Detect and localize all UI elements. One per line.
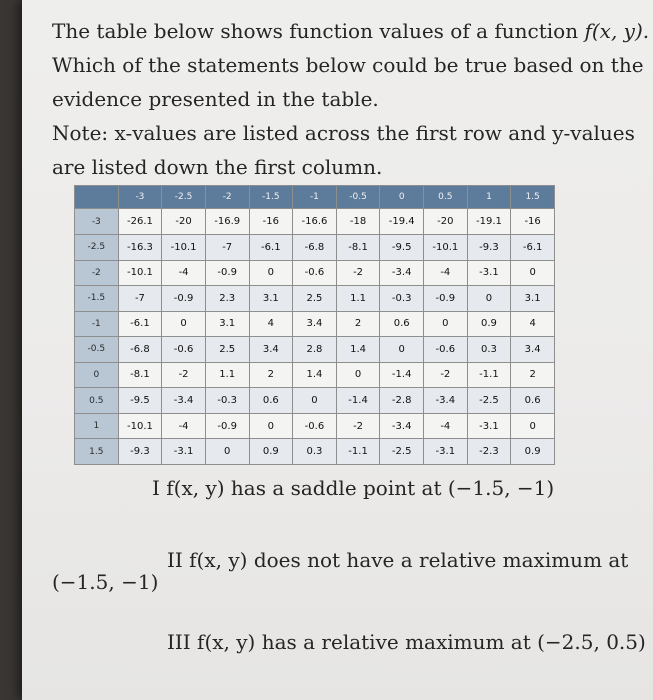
y-header-cell: 0	[75, 362, 119, 388]
table-cell: 3.4	[511, 337, 555, 363]
table-cell: 2	[511, 362, 555, 388]
table-cell: -10.1	[118, 413, 162, 439]
y-header-cell: 0.5	[75, 388, 119, 414]
question-line-4: Note: x-values are listed across the first row and y-values	[52, 121, 635, 145]
question-line-1-text: The table below shows function values of a function	[52, 19, 585, 43]
table-cell: 2	[249, 362, 293, 388]
table-cell: -6.8	[293, 234, 337, 260]
y-header-cell: -3	[75, 209, 119, 235]
question-line-1	[52, 14, 650, 48]
table-cell: 3.1	[511, 286, 555, 312]
table-cell: -18	[336, 209, 380, 235]
table-cell: 3.1	[205, 311, 249, 337]
question-text	[52, 14, 650, 184]
table-cell: -16.3	[118, 234, 162, 260]
table-cell: 0.3	[467, 337, 511, 363]
table-row	[75, 209, 555, 235]
table-cell: -3.4	[424, 388, 468, 414]
statement-ii-line-1: II f(x, y) does not have a relative maximum at	[167, 548, 629, 572]
y-header-cell: -1.5	[75, 286, 119, 312]
table-cell: 0	[467, 286, 511, 312]
table-cell: 1.4	[293, 362, 337, 388]
table-cell: -1.4	[336, 388, 380, 414]
table-cell: -3.4	[162, 388, 206, 414]
table-cell: 0.3	[293, 439, 337, 465]
table-cell: -4	[162, 260, 206, 286]
table-cell: 0	[293, 388, 337, 414]
table-row	[75, 234, 555, 260]
table-row	[75, 439, 555, 465]
table-cell: -8.1	[336, 234, 380, 260]
worksheet-page	[22, 0, 653, 700]
x-header-cell: -2.5	[162, 186, 206, 209]
table-row	[75, 286, 555, 312]
table-row	[75, 311, 555, 337]
table-cell: 4	[249, 311, 293, 337]
table-cell: -1.4	[380, 362, 424, 388]
table-cell: -9.3	[118, 439, 162, 465]
table-cell: 0	[511, 413, 555, 439]
table-cell: -0.9	[205, 260, 249, 286]
table-cell: -10.1	[118, 260, 162, 286]
table-cell: -3.1	[162, 439, 206, 465]
table-cell: 2.5	[205, 337, 249, 363]
table-cell: -2.8	[380, 388, 424, 414]
table-cell: -2	[162, 362, 206, 388]
question-line-5: are listed down the first column.	[52, 155, 383, 179]
table-cell: -16.9	[205, 209, 249, 235]
table-cell: -10.1	[162, 234, 206, 260]
function-values-table	[74, 185, 555, 465]
table-cell: -9.5	[118, 388, 162, 414]
table-cell: 1.1	[336, 286, 380, 312]
table-cell: -6.1	[511, 234, 555, 260]
table-cell: 2.3	[205, 286, 249, 312]
x-header-cell: -2	[205, 186, 249, 209]
table-cell: 2	[336, 311, 380, 337]
table-cell: -7	[205, 234, 249, 260]
y-header-cell: 1.5	[75, 439, 119, 465]
table-cell: -16	[249, 209, 293, 235]
table-cell: 0.9	[249, 439, 293, 465]
table-cell: -8.1	[118, 362, 162, 388]
table-cell: 0	[336, 362, 380, 388]
table-cell: -9.3	[467, 234, 511, 260]
x-header-cell: -0.5	[336, 186, 380, 209]
table-cell: -2	[336, 413, 380, 439]
table-cell: -0.6	[424, 337, 468, 363]
table-cell: 0	[162, 311, 206, 337]
table-row	[75, 388, 555, 414]
table-cell: 0	[205, 439, 249, 465]
table-cell: -20	[162, 209, 206, 235]
table-row	[75, 260, 555, 286]
table-cell: -3.4	[380, 413, 424, 439]
statement-iii: III f(x, y) has a relative maximum at (−2.5, 0.5)	[167, 630, 646, 654]
x-header-cell: 1.5	[511, 186, 555, 209]
y-header-cell: -0.5	[75, 337, 119, 363]
table-cell: 3.1	[249, 286, 293, 312]
y-header-cell: -2.5	[75, 234, 119, 260]
table-cell: 1.1	[205, 362, 249, 388]
table-cell: 0	[249, 413, 293, 439]
x-header-cell: 0	[380, 186, 424, 209]
table-cell: -0.6	[293, 260, 337, 286]
table-cell: -4	[424, 260, 468, 286]
table-cell: 4	[511, 311, 555, 337]
question-line-2: Which of the statements below could be true based on the	[52, 53, 644, 77]
y-header-cell: -1	[75, 311, 119, 337]
table-cell: -4	[424, 413, 468, 439]
function-name: f(x, y).	[584, 19, 650, 43]
table-cell: -0.9	[424, 286, 468, 312]
table-cell: 0.9	[467, 311, 511, 337]
table-cell: -2	[424, 362, 468, 388]
table-cell: -0.9	[162, 286, 206, 312]
table-corner	[75, 186, 119, 209]
table-cell: -0.3	[380, 286, 424, 312]
x-header-cell: 0.5	[424, 186, 468, 209]
table-cell: -10.1	[424, 234, 468, 260]
y-header-cell: -2	[75, 260, 119, 286]
table-cell: -16	[511, 209, 555, 235]
table-cell: -26.1	[118, 209, 162, 235]
table-cell: 0	[380, 337, 424, 363]
statement-ii-line-2: (−1.5, −1)	[52, 570, 159, 594]
table-cell: -0.3	[205, 388, 249, 414]
table-row	[75, 337, 555, 363]
statement-i: I f(x, y) has a saddle point at (−1.5, −1)	[152, 476, 555, 500]
table-cell: 0	[424, 311, 468, 337]
table-cell: -2.3	[467, 439, 511, 465]
table-cell: -3.1	[467, 260, 511, 286]
table-cell: -0.6	[293, 413, 337, 439]
table-cell: -1.1	[336, 439, 380, 465]
table-cell: -2.5	[467, 388, 511, 414]
table-cell: -6.1	[118, 311, 162, 337]
table-cell: -1.1	[467, 362, 511, 388]
table-cell: -19.1	[467, 209, 511, 235]
table-cell: -2.5	[380, 439, 424, 465]
table-cell: 3.4	[293, 311, 337, 337]
table-cell: 0	[511, 260, 555, 286]
table-cell: -19.4	[380, 209, 424, 235]
table-cell: -16.6	[293, 209, 337, 235]
table-cell: 0.6	[249, 388, 293, 414]
table-cell: -3.4	[380, 260, 424, 286]
table-cell: -9.5	[380, 234, 424, 260]
table-cell: 1.4	[336, 337, 380, 363]
table-cell: -7	[118, 286, 162, 312]
table-cell: -3.1	[467, 413, 511, 439]
x-header-cell: 1	[467, 186, 511, 209]
table-row	[75, 362, 555, 388]
table-cell: -4	[162, 413, 206, 439]
x-header-cell: -3	[118, 186, 162, 209]
x-header-row	[75, 186, 555, 209]
table-cell: -6.8	[118, 337, 162, 363]
table-row	[75, 413, 555, 439]
table-cell: 0.9	[511, 439, 555, 465]
table-cell: -20	[424, 209, 468, 235]
x-header-cell: -1	[293, 186, 337, 209]
table-cell: -0.6	[162, 337, 206, 363]
table-cell: 0.6	[380, 311, 424, 337]
table-cell: -0.9	[205, 413, 249, 439]
table-cell: -3.1	[424, 439, 468, 465]
table-cell: -2	[336, 260, 380, 286]
y-header-cell: 1	[75, 413, 119, 439]
x-header-cell: -1.5	[249, 186, 293, 209]
table-cell: 3.4	[249, 337, 293, 363]
table-cell: 0.6	[511, 388, 555, 414]
table-cell: -6.1	[249, 234, 293, 260]
table-cell: 2.8	[293, 337, 337, 363]
question-line-3: evidence presented in the table.	[52, 87, 379, 111]
table-cell: 2.5	[293, 286, 337, 312]
table-cell: 0	[249, 260, 293, 286]
